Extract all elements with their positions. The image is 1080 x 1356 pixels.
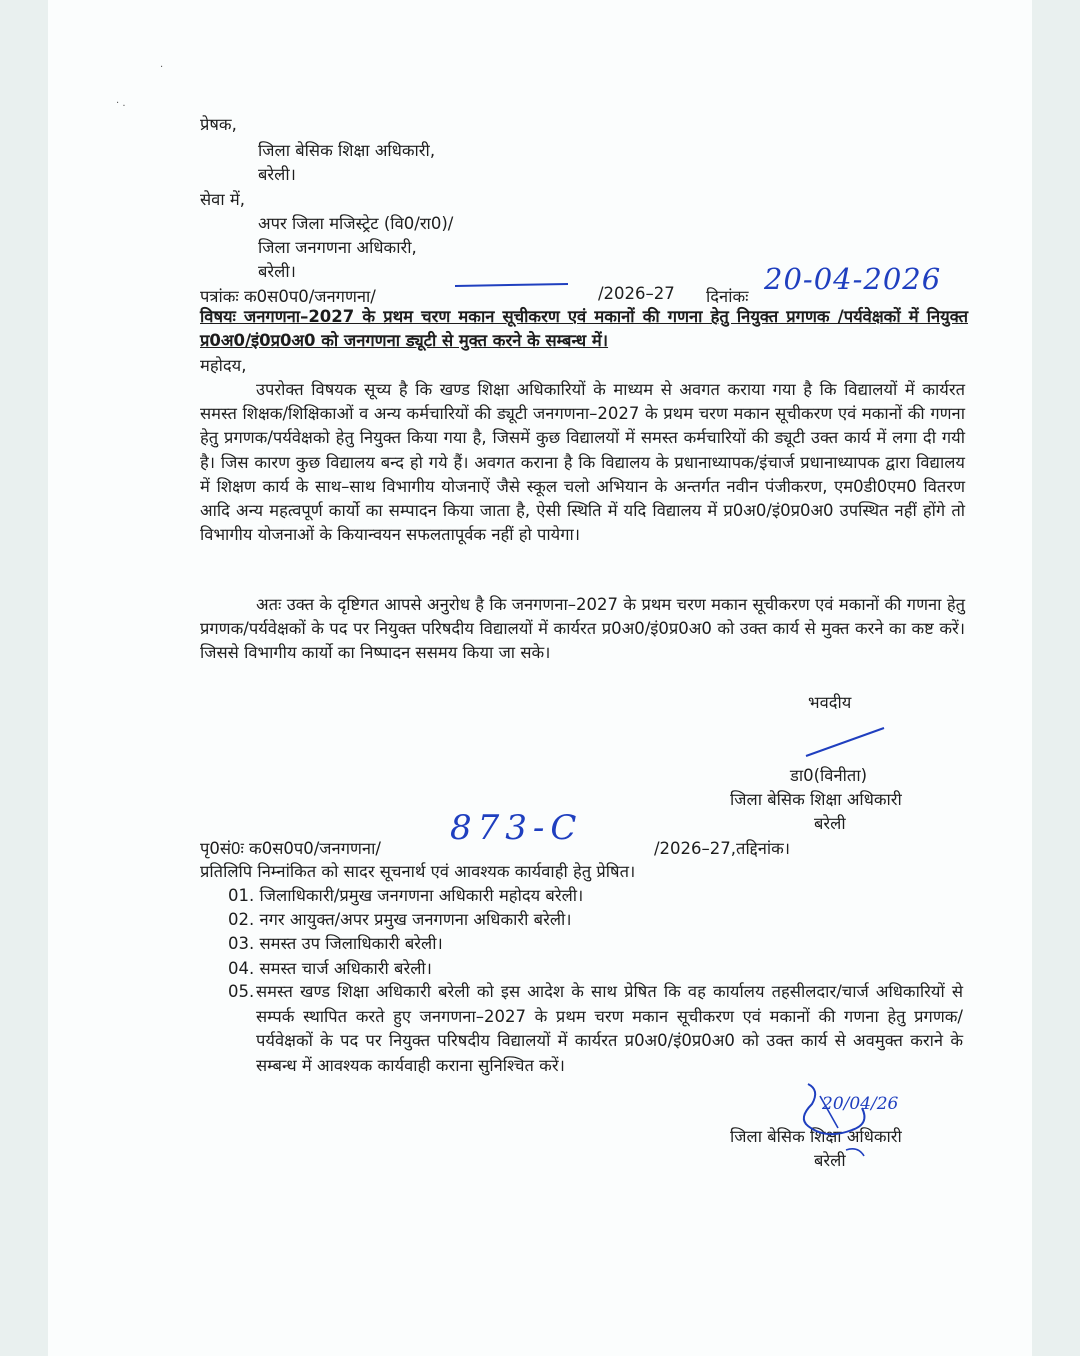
- body-paragraph-2-text: अतः उक्त के दृष्टिगत आपसे अनुरोध है कि जनगणना–2027 के प्रथम चरण मकान सूचीकरण एवं मकानों की गणना हेतु प्रगणक/पर्यवेक्षकों के पद पर नियुक्त परिषदीय विद्यालयों में कार्यरत प्र0अ0/इं0प्र0अ0 को उक्त कार्य से मुक्त करने का कष्ट करें। जिससे विभागीय कार्यो का निष्पादन ससमय किया जा सके।: [200, 595, 965, 663]
- copy-list-item: 01. जिलाधिकारी/प्रमुख जनगणना अधिकारी महोदय बरेली।: [228, 886, 584, 905]
- ref-number-blank-stroke: [455, 284, 568, 286]
- endorsement-designation: जिला बेसिक शिक्षा अधिकारी: [730, 1127, 902, 1146]
- salutation: महोदय,: [200, 356, 247, 375]
- sender-city: बरेली।: [258, 165, 296, 184]
- sender-label: प्रेषक,: [200, 115, 237, 134]
- endorsement-number: पृ0सं0ः क0स0प0/जनगणना/: [200, 839, 381, 858]
- signature-stroke: [846, 1149, 864, 1156]
- handwritten-date: 20-04-2026: [764, 262, 942, 296]
- signature-stroke: [806, 728, 884, 756]
- scan-speck: ·: [160, 62, 164, 73]
- signatory-designation: जिला बेसिक शिक्षा अधिकारी: [730, 790, 902, 809]
- endorsement-intro: प्रतिलिपि निम्नांकित को सादर सूचनार्थ एवं आवश्यक कार्यवाही हेतु प्रेषित।: [200, 862, 636, 881]
- recipient-city: बरेली।: [258, 262, 296, 281]
- endorsement-city: बरेली: [814, 1151, 846, 1170]
- signature-stroke: [804, 1084, 865, 1134]
- signatory-name: डा0(विनीता): [790, 766, 868, 785]
- letter-ref-number: पत्रांकः क0स0प0/जनगणना/: [200, 287, 376, 306]
- signature-stroke: [820, 1096, 838, 1128]
- copy-list-item: 04. समस्त चार्ज अधिकारी बरेली।: [228, 959, 432, 978]
- scan-speck: · .: [116, 98, 126, 109]
- recipient-label: सेवा में,: [200, 190, 245, 209]
- handwritten-dispatch-number: 873-C: [450, 808, 583, 848]
- signatory-city: बरेली: [814, 814, 846, 833]
- valediction: भवदीय: [808, 693, 852, 712]
- subject-line: विषयः जनगणना–2027 के प्रथम चरण मकान सूचीकरण एवं मकानों की गणना हेतु नियुक्त प्रगणक /पर्यवेक्षकों में नियुक्त प्र0अ0/इं0प्र0अ0 को जनगणना ड्यूटी से मुक्त करने के सम्बन्ध में।: [200, 307, 968, 350]
- recipient-line2: जिला जनगणना अधिकारी,: [258, 238, 417, 257]
- sender-designation: जिला बेसिक शिक्षा अधिकारी,: [258, 141, 436, 160]
- copy-list-item-5-number: 05.: [228, 982, 255, 1001]
- body-paragraph-1-text: उपरोक्त विषयक सूच्य है कि खण्ड शिक्षा अधिकारियों के माध्यम से अवगत कराया गया है कि विद्यालयों में कार्यरत समस्त शिक्षक/शिक्षिकाओं व अन्य कर्मचारियों की ड्यूटी जनगणना–2027 के प्रथम चरण मकान सूचीकरण एवं मकानों की गणना हेतु प्रगणक/पर्यवेक्षको हेतु नियुक्त किया गया है, जिसमें कुछ विद्यालयों में समस्त कर्मचारियों की ड्यूटी उक्त कार्य में लगा दी गयी है। जिस कारण कुछ विद्यालय बन्द हो गये हैं। अवगत कराना है कि विद्यालय के प्रधानाध्यापक/इंचार्ज प्रधानाध्यापक द्वारा विद्यालय में शिक्षण कार्य के साथ–साथ विभागीय योजनाऐं जैसे स्कूल चलो अभियान के अन्तर्गत नवीन पंजीकरण, एम0डी0एम0 वितरण आदि अन्य महत्वपूर्ण कार्यो का सम्पादन किया जाता है, ऐसी स्थिति में यदि विद्यालय में प्र0अ0/इं0प्र0अ0 उपस्थित नहीं होंगे तो विभागीय योजनाओं के कियान्वयन सफलतापूर्वक नहीं हो पायेगा।: [200, 380, 965, 545]
- handwritten-signature-date: 20/04/26: [822, 1094, 899, 1114]
- copy-list-item: 03. समस्त उप जिलाधिकारी बरेली।: [228, 934, 443, 953]
- copy-list-item-5-text: समस्त खण्ड शिक्षा अधिकारी बरेली को इस आदेश के साथ प्रेषित कि वह कार्यालय तहसीलदार/चार्ज अधिकारियों से सम्पर्क स्थापित करते हुए जनगणना–2027 के प्रथम चरण मकान सूचीकरण एवं मकानों की गणना हेतु प्रगणक/पर्यवेक्षकों के पद पर नियुक्त परिषदीय विद्यालयों में कार्यरत प्र0अ0/इं0प्र0अ0 को उक्त कार्य से अवमुक्त कराने के सम्बन्ध में आवश्यक कार्यवाही कराना सुनिश्चित करें।: [256, 982, 963, 1075]
- letter-ref-year: /2026–27: [598, 284, 675, 303]
- endorsement-year-date: /2026–27,तद्दिनांक।: [654, 839, 791, 858]
- date-label: दिनांकः: [706, 287, 749, 306]
- copy-list-item: 02. नगर आयुक्त/अपर प्रमुख जनगणना अधिकारी बरेली।: [228, 910, 572, 929]
- recipient-line1: अपर जिला मजिस्ट्रेट (वि0/रा0)/: [258, 214, 454, 233]
